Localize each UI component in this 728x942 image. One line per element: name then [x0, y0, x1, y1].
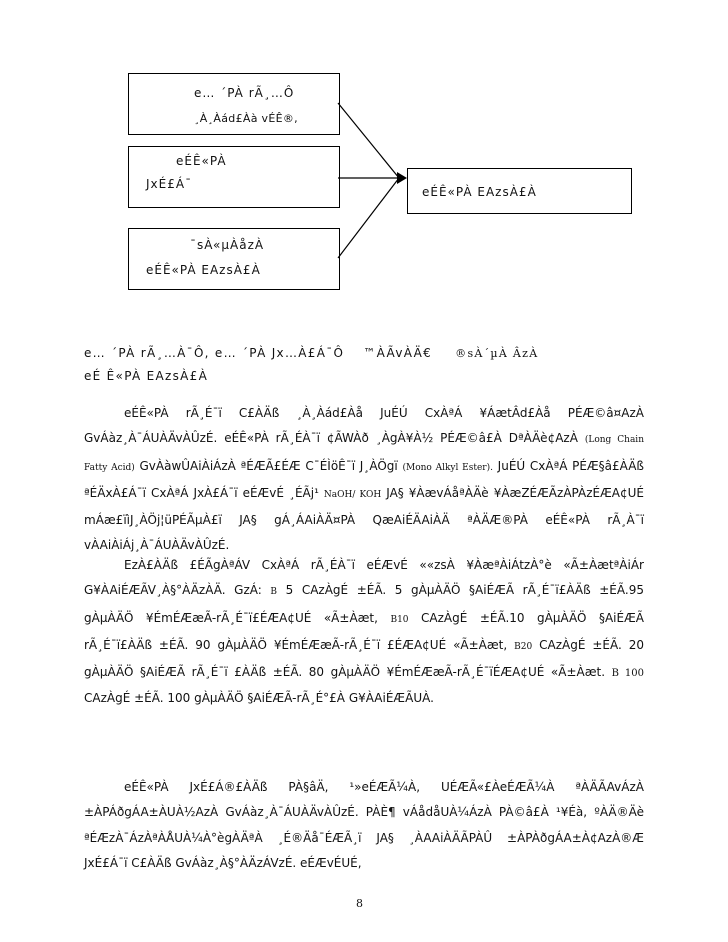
paragraph-1-text-c: JuÉÚ CxÀªÁ PÉÆ§â£ÀÄß ªÉÄxÀ£Á¯ï CxÀªÁ JxÀ£Á¯ï eÉÆvÉ ¸ÉÃj¹	[84, 458, 644, 500]
diagram-box-source-1-line1: e… ´PÀ rÃ¸…Ô	[194, 86, 295, 100]
diagram-box-source-1-line2: ¸À¸Àád£Àà vÉÊ®,	[194, 112, 298, 125]
paragraph-3-text: eÉÊ«PÀ JxÉ£Á®£ÀÄß PÀ§âÄ, ¹»eÉÆÃ¼À, UÉÆÃ«£ÀeÉÆÃ¼À ªÀÄÃAvÁzÀ ±ÀPÁðgÁA±ÀUÀ½AzÀ GvÁàz¸À¯ÁUÀÄvÀÛzÉ. PÀÈ¶ vÁådåUÀ¼ÁzÀ PÀ©â£À ¹¥Éà, ºÀÄ®Äè ªÉÆzÀ¯ÁzÀªÀÅUÀ¼À°ègÀÄªÀ ¸É®Äå¯ÉÆÃ¸ï JA§ ¸ÀAAiÀÄÃPÀÛ ±ÀPÀðgÁA±À¢AzÀ®Æ JxÉ£Á¯ï C£ÀÄß GvÁàz¸À§°ÀÄzÁVzÉ. eÉÆvÉUÉ,	[84, 780, 644, 870]
paragraph-2-text-e: CAzÀgÉ ±ÉÃ. 100 gÀµÀÄÖ §AiÉÆÃ-rÃ¸É°£À G¥ÀAiÉÆÃUÀ.	[84, 691, 434, 706]
page-number: 8	[356, 897, 363, 910]
paragraph-1	[84, 401, 644, 559]
paragraph-2-label-b100: B 100	[611, 668, 644, 680]
paragraph-2-label-b10: B10	[390, 614, 409, 625]
paragraph-2-label-b5: B	[270, 587, 278, 598]
section-heading-line1	[84, 346, 539, 360]
diagram-box-source-3-line1: ¯sÀ«µÀåzÀ	[190, 238, 265, 252]
paragraph-1-text-b: GvÀàwÛAiÀiÁzÀ ªÉÆÃ£ÉÆ C¯ÉÌöÊ¯ï J¸ÀÖgï	[139, 458, 398, 473]
diagram-result-label: eÉÊ«PÀ EAzsÀ£À	[422, 185, 537, 199]
connector-line-3	[338, 178, 399, 258]
diagram-box-source-3-line2: eÉÊ«PÀ EAzsÀ£À	[146, 263, 261, 277]
paragraph-1-text-a: eÉÊ«PÀ rÃ¸É¯ï C£ÀÄß ¸À¸Àád£Àå JuÉÚ CxÀªÁ ¥ÁætÂd£Àå PÉÆ©â¤AzÀ GvÁàz¸À¯ÁUÀÄvÀÛzÉ. eÉÊ«PÀ rÃ¸ÉÀ¯ï ¢ÃWÀð ¸ÀgÀ¥À½ PÉÆ©â£À DªÀÄè¢AzÀ	[84, 406, 644, 446]
paragraph-2-text-c: CAzÀgÉ ±ÉÃ.10 gÀµÀÄÖ §AiÉÆÃ rÃ¸É¯ï£ÀÄß ±ÉÃ. 90 gÀµÀÄÖ ¥ÉmÉÆæÃ-rÃ¸É¯ï £ÉÆA¢UÉ «Ã±Àæt,	[84, 610, 644, 652]
paragraph-2-label-b20: B20	[514, 641, 533, 652]
diagram-box-source-2-line2: JxÉ£Á¯	[146, 177, 193, 191]
paragraph-3	[84, 775, 644, 876]
diagram-box-source-2-line1: eÉÊ«PÀ	[176, 154, 227, 168]
paragraph-2	[84, 553, 644, 712]
heading-part-b: ™ÀÃvÀÄ€	[363, 346, 433, 360]
paragraph-1-text-d: JA§ ¥ÀævÁåªÀÄè ¥ÀæZÉÆÃzÀPÀzÉÆA¢UÉ mÁæ£ïìJ¸ÀÖj¦üPÉÃµÀ£ï JA§ gÁ¸ÁAiÀÄ¤PÀ QæAiÉÄAiÀÄ ªÀÄÆ®PÀ eÉÊ«PÀ rÃ¸À¯ï vÀAiÀiÁj¸À¯ÁUÀÄvÀÛzÉ.	[84, 485, 644, 553]
paragraph-2-text-d: CAzÀgÉ ±ÉÃ. 20 gÀµÀÄÖ §AiÉÆÃ rÃ¸É¯ï £ÀÄß ±ÉÃ. 80 gÀµÀÄÖ ¥ÉmÉÆæÃ-rÃ¸É¯ïÉÆA¢UÉ «Ã±Àæt.	[84, 637, 644, 680]
heading-part-c: ®sÀ´µÀ ÂzÀ	[455, 347, 539, 360]
paragraph-1-note-mono-alkyl: (Mono Alkyl Ester).	[402, 462, 493, 473]
paragraph-2-text-b: 5 CAzÀgÉ ±ÉÃ. 5 gÀµÀÄÖ §AiÉÆÃ rÃ¸É¯ï£ÀÄß ±ÉÃ.95 gÀµÀÄÖ ¥ÉmÉÆæÃ-rÃ¸É¯ï£ÉÆA¢UÉ «Ã±Àæt,	[84, 583, 644, 625]
heading-part-a: e… ´PÀ rÃ¸…À¯Ô, e… ´PÀ Jx…À£Á¯Ô	[84, 346, 345, 360]
paragraph-2-text-a: EzÀ£ÀÄß £ÉÃgÀªÁV CxÀªÁ rÃ¸ÉÀ¯ï eÉÆvÉ ««zsÀ ¥ÀæªÀiÁtzÀ°è «Ã±ÀætªÀiÁr G¥ÀAiÉÆÃV¸À§°ÀÄzÀÄ. GzÁ:	[84, 558, 644, 598]
paragraph-1-note-long-chain: (Long Chain Fatty Acid)	[84, 435, 644, 473]
connector-arrowhead	[397, 172, 407, 184]
connector-line-1	[338, 103, 399, 178]
paragraph-1-note-naoh-koh: NaOH/ KOH	[323, 489, 382, 500]
section-heading-line2: eÉ Ê«PÀ EAzsÀ£À	[84, 369, 209, 383]
